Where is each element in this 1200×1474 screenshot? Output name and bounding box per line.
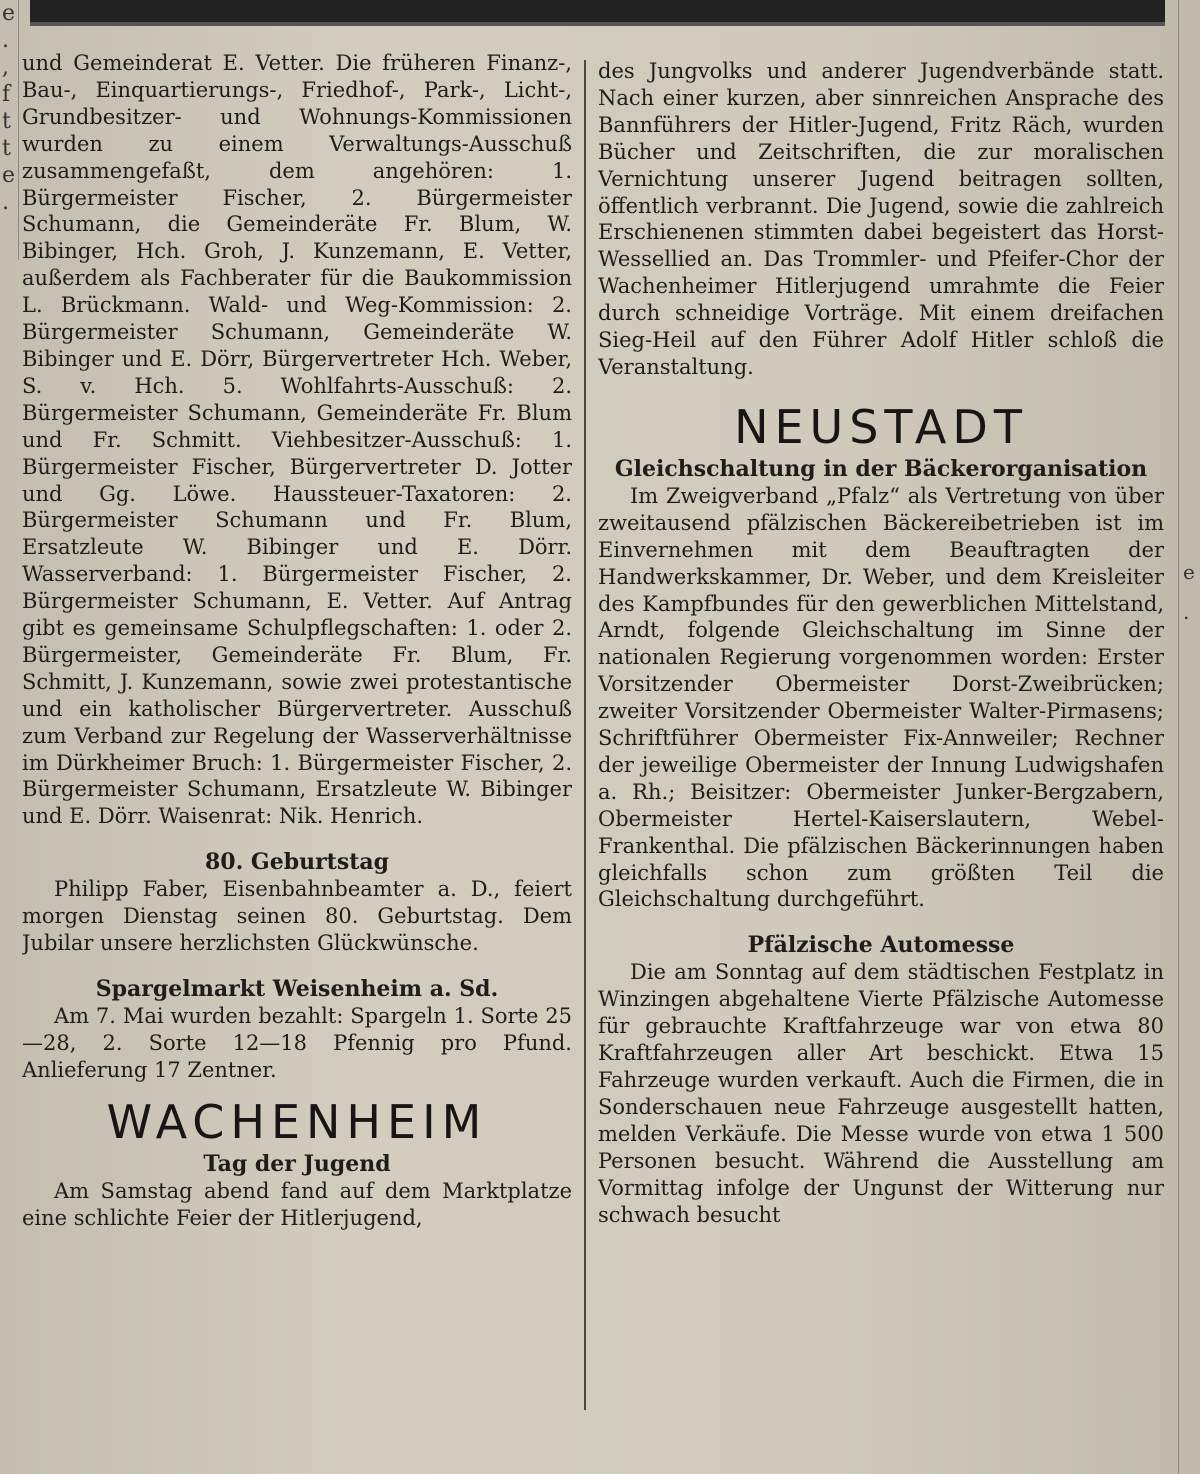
bakers-text: Im Zweigverband „Pfalz“ als Vertretung von über zweitausend pfälzischen Bäckereibetrieben ist im Einvernehmen mit dem Beauftragten der Handwerkskammer, Dr. Weber, und dem Kreisleiter des Kampfbundes für den gewerblichen Mittelstand, Arndt, folgende Gleichschaltung im Sinne der nationalen Regierung vorgenommen worden: Erster Vorsitzender Obermeister Dorst-Zweibrücken; zweiter Vorsitzender Obermeister Walter-Pirmasens; Schriftführer Obermeister Fix-Annweiler; Rechner der jeweilige Obermeister der Innung Ludwigshafen a. Rh.; Beisitzer: Obermeister Junker-Bergzabern, Obermeister Hertel-Kaiserslautern, Webel-Frankenthal. Die pfälzischen Bäckerinnungen haben gleichfalls schon zum größten Teil die Gleichschaltung durchgeführt.	[598, 483, 1164, 912]
margin-fragment: .	[2, 190, 9, 215]
bakers-heading: Gleichschaltung in der Bäckerorganisation	[614, 455, 1148, 482]
left-column	[22, 50, 572, 1460]
automesse-text: Die am Sonntag auf dem städtischen Festplatz in Winzingen abgehaltene Vierte Pfälzische Automesse für gebrauchte Kraftfahrzeuge war von etwa 80 Kraftfahrzeugen aller Art beschickt. Etwa 15 Fahrzeuge wurden verkauft. Auch die Firmen, die in Sonderschauen neue Fahrzeuge ausgestellt hatten, melden Verkäufe. Die Messe wurde von etwa 1 500 Personen besucht. Während die Ausstellung am Vormittag infolge der Ungunst der Witterung nur schwach besucht	[598, 960, 1164, 1227]
margin-fragment: e	[2, 163, 16, 188]
wachenheim-title: WACHENHEIM	[106, 1094, 488, 1149]
margin-fragment: t	[2, 109, 11, 134]
birthday-heading: 80. Geburtstag	[204, 849, 390, 876]
margin-fragment: e	[2, 1, 16, 26]
margin-fragment: t	[2, 136, 11, 161]
youth-day-continued-text: des Jungvolks und anderer Jugendverbände statt. Nach einer kurzen, aber sinnreichen Ansprache des Bannführers der Hitler-Jugend, Fritz Räch, wurden Bücher und Zeitschriften, die zur moralischen Vernichtung unserer Jugend beitragen sollten, öffentlich verbrannt. Die Jugend, sowie die zahlreich Erschienenen stimmten dabei begeistert das Horst-Wessellied an. Das Trommler- und Pfeifer-Chor der Wachenheimer Hitlerjugend umrahmte die Feier durch schneidige Vorträge. Mit einem dreifachen Sieg-Heil auf den Führer Adolf Hitler schloß die Veranstaltung.	[598, 59, 1164, 379]
column-divider	[584, 60, 586, 1410]
youth-day-heading: Tag der Jugend	[203, 1150, 391, 1177]
right-column	[598, 58, 1164, 1458]
youth-day-text: Am Samstag abend fand auf dem Marktplatze eine schlichte Feier der Hitlerjugend,	[22, 1178, 572, 1230]
margin-fragment: .	[2, 28, 9, 53]
margin-fragment: .	[1183, 600, 1190, 624]
margin-fragment: ,	[2, 55, 9, 80]
margin-fragment: e	[1183, 560, 1195, 584]
council-committees-text: und Gemeinderat E. Vetter. Die früheren Finanz-, Bau-, Einquartierungs-, Friedhof-, Park-, Licht-, Grundbesitzer- und Wohnungs-Kommissionen wurden zu einem Verwaltungs-Ausschuß zusammengefaßt, dem angehören: 1. Bürgermeister Fischer, 2. Bürgermeister Schumann, die Gemeinderäte Fr. Blum, W. Bibinger, Hch. Groh, J. Kunzemann, E. Vetter, außerdem als Fachberater für die Baukommission L. Brückmann. Wald- und Weg-Kommission: 2. Bürgermeister Schumann, Gemeinderäte W. Bibinger und E. Dörr, Bürgervertreter Hch. Weber, S. v. Hch. 5. Wohlfahrts-Ausschuß: 2. Bürgermeister Schumann, Gemeinderäte Fr. Blum und Fr. Schmitt. Viehbesitzer-Ausschuß: 1. Bürgermeister Fischer, Bürgervertreter D. Jotter und Gg. Löwe. Haussteuer-Taxatoren: 2. Bürgermeister Schumann und Fr. Blum, Ersatzleute W. Bibinger und E. Dörr. Wasserverband: 1. Bürgermeister Fischer, 2. Bürgermeister Schumann, E. Vetter. Auf Antrag gibt es gemeinsame Schulpflegschaften: 1. oder 2. Bürgermeister, Gemeinderäte Fr. Blum, Fr. Schmitt, J. Kunzemann, sowie zwei protestantische und ein katholischer Bürgervertreter. Ausschuß zum Verband zur Regelung der Wasserverhältnisse im Dürkheimer Bruch: 1. Bürgermeister Fischer, 2. Bürgermeister Schumann, Ersatzleute W. Bibinger und E. Dörr. Waisenrat: Nik. Henrich.	[22, 51, 572, 829]
left-margin-fragments	[0, 0, 19, 260]
asparagus-text: Am 7. Mai wurden bezahlt: Spargeln 1. Sorte 25—28, 2. Sorte 12—18 Pfennig pro Pfund. Anlieferung 17 Zentner.	[22, 1004, 572, 1082]
top-border-rule	[30, 0, 1165, 26]
margin-fragment: f	[2, 82, 11, 107]
birthday-text: Philipp Faber, Eisenbahnbeamter a. D., feiert morgen Dienstag seinen 80. Geburtstag. Dem Jubilar unsere herzlichsten Glückwünsche.	[22, 877, 572, 956]
automesse-heading: Pfälzische Automesse	[747, 932, 1015, 959]
asparagus-heading: Spargelmarkt Weisenheim a. Sd.	[95, 976, 499, 1002]
right-margin-fragments	[1178, 0, 1200, 1474]
neustadt-title: NEUSTADT	[734, 399, 1028, 454]
